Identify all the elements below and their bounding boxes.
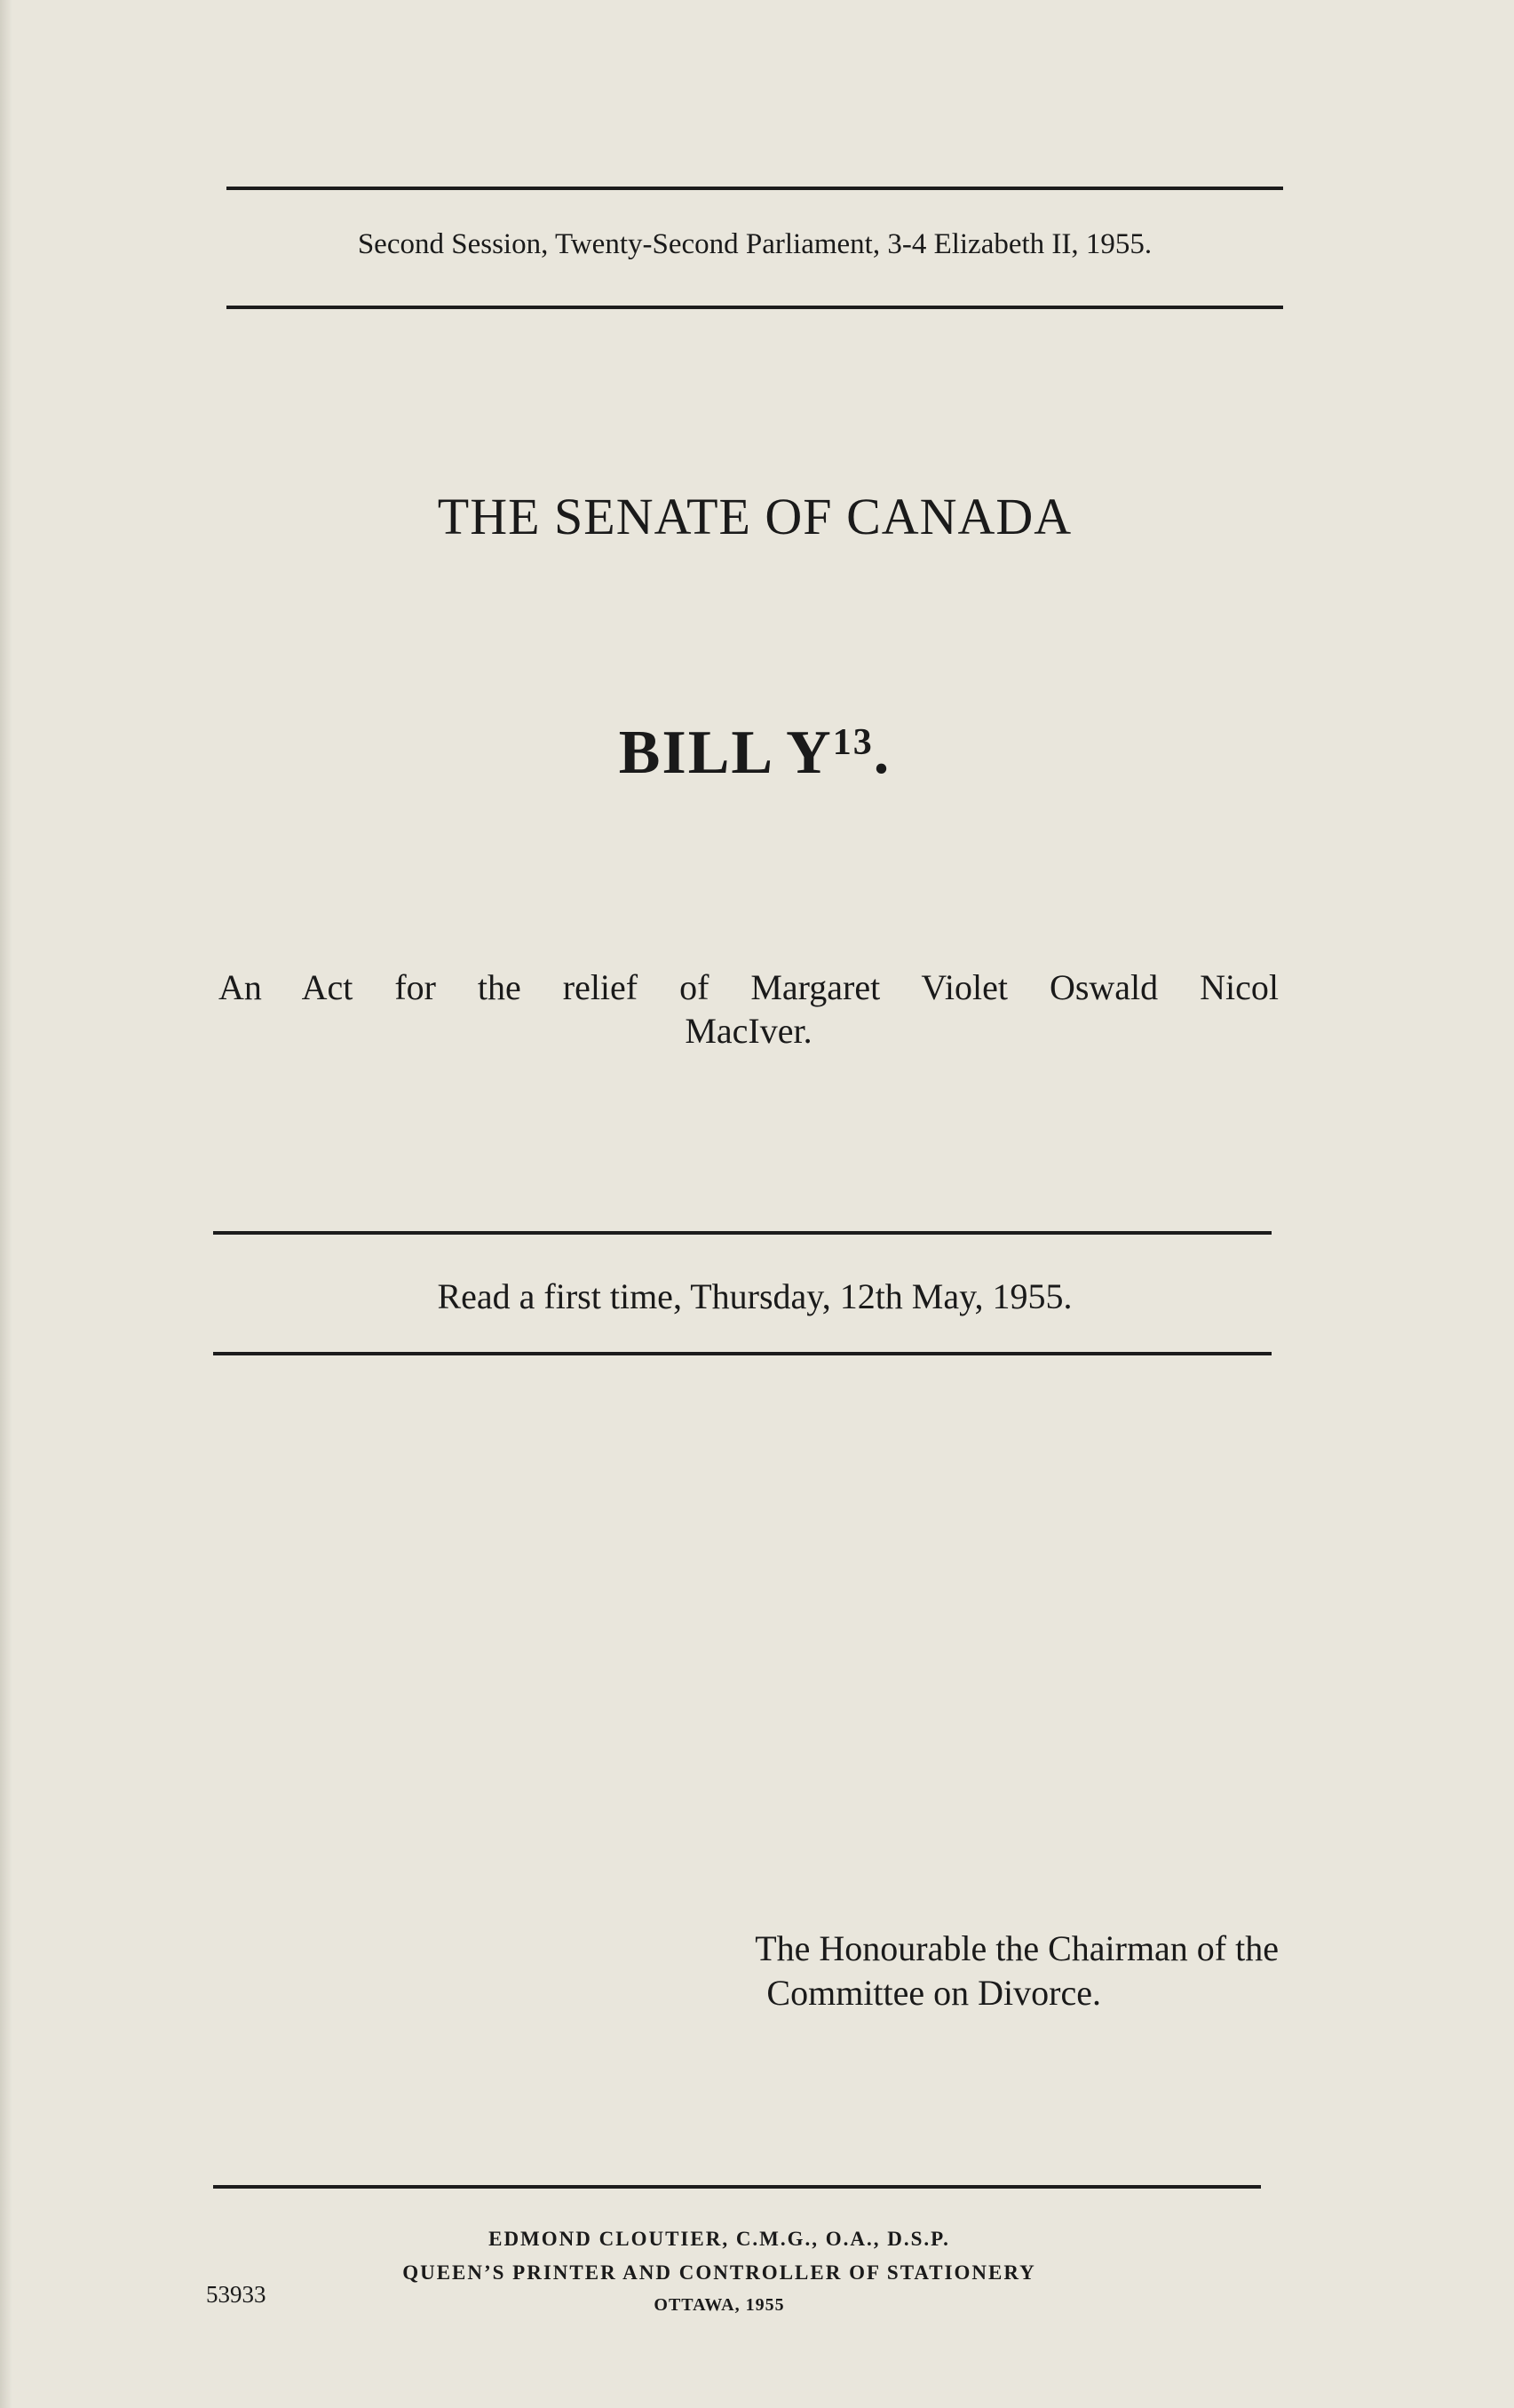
- act-title-line-2: MacIver.: [685, 1011, 812, 1051]
- act-title-line-1: An Act for the relief of Margaret Violet Oswald Nicol: [218, 967, 1279, 1007]
- header-top-rule: [226, 187, 1283, 190]
- sponsor-line-2: Committee on Divorce.: [766, 1973, 1101, 2013]
- reading-bottom-rule: [213, 1352, 1272, 1355]
- bill-title: [226, 718, 1283, 789]
- header-bottom-rule: [226, 306, 1283, 309]
- bill-prefix: BILL Y: [618, 719, 833, 787]
- printer-title: QUEEN’S PRINTER AND CONTROLLER OF STATIONERY: [402, 2261, 1036, 2284]
- first-reading-line: Read a first time, Thursday, 12th May, 1955.: [437, 1276, 1073, 1316]
- session-line: Second Session, Twenty-Second Parliament, 3-4 Elizabeth II, 1955.: [357, 228, 1153, 260]
- document-number: 53933: [206, 2281, 266, 2308]
- bill-suffix: .: [873, 719, 892, 787]
- page-edge-shadow: [0, 0, 12, 2408]
- printer-name: EDMOND CLOUTIER, C.M.G., O.A., D.S.P.: [488, 2228, 950, 2250]
- bill-number-superscript: 13: [832, 722, 874, 763]
- reading-top-rule: [213, 1231, 1272, 1235]
- footer-rule: [213, 2185, 1261, 2189]
- printer-place: OTTAWA, 1955: [654, 2295, 785, 2315]
- chamber-title: THE SENATE OF CANADA: [437, 488, 1073, 545]
- sponsor-line-1: The Honourable the Chairman of the: [755, 1928, 1279, 1968]
